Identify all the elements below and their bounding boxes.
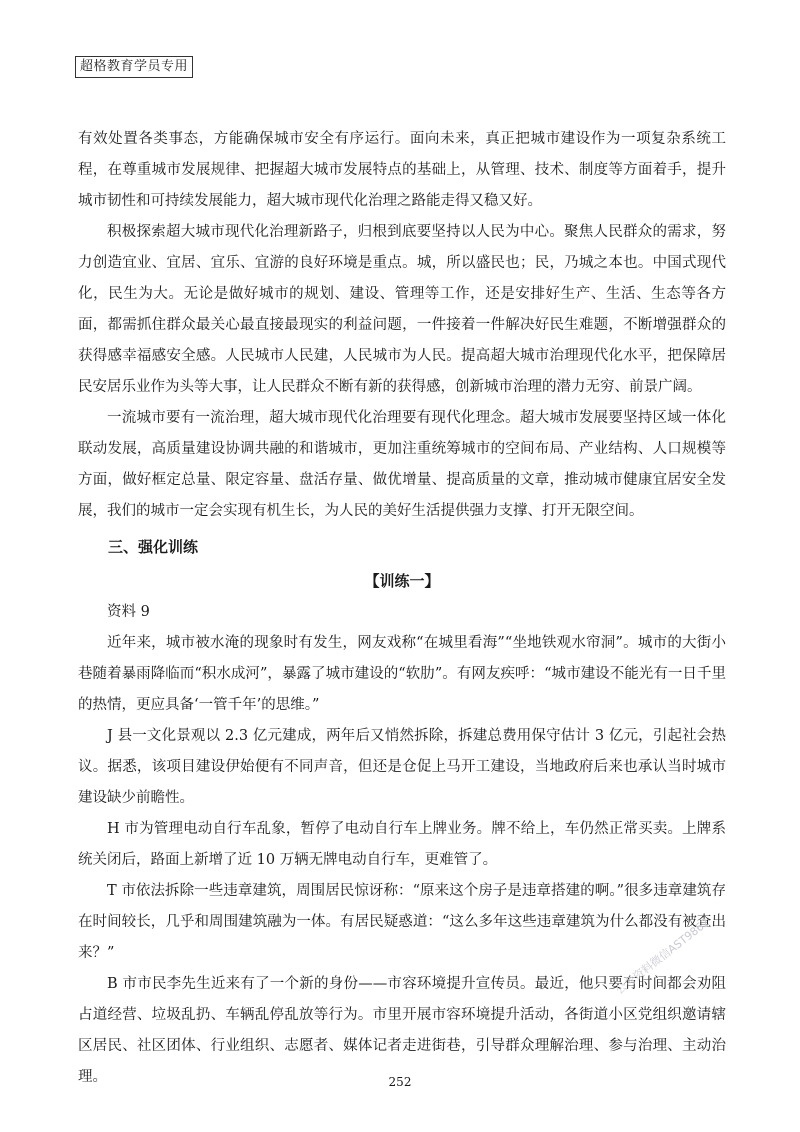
- section-heading: 三、强化训练: [108, 538, 199, 556]
- material-paragraph: T 市依法拆除一些违章建筑，周围居民惊讶称：“原来这个房子是违章搭建的啊。”很多违章建筑存在时间较长，几乎和周围建筑融为一体。有居民疑惑道：“这么多年这些违章建筑为什么都没有被查出来？”: [78, 883, 726, 961]
- header-tag: 超格教育学员专用: [75, 56, 193, 78]
- material-paragraph: B 市市民李先生近来有了一个新的身份——市容环境提升宣传员。最近，他只要有时间都会劝阻占道经营、垃圾乱扔、车辆乱停乱放等行为。市里开展市容环境提升活动，各街道小区党组织邀请辖区居民、社区团体、行业组织、志愿者、媒体记者走进街巷，引导群众理解治理、参与治理、主动治理。: [78, 976, 726, 1085]
- material-paragraph: H 市为管理电动自行车乱象，暂停了电动自行车上牌业务。牌不给上，车仍然正常买卖。上牌系统关闭后，路面上新增了近 10 万辆无牌电动自行车，更难管了。: [78, 821, 726, 868]
- paragraph: 一流城市要有一流治理，超大城市现代化治理要有现代化理念。超大城市发展要坚持区域一体化联动发展，高质量建设协调共融的和谐城市，更加注重统筹城市的空间布局、产业结构、人口规模等方面，做好框定总量、限定容量、盘活存量、做优增量、提高质量的文章，推动城市健康宜居安全发展，我们的城市一定会实现有机生长，为人民的美好生活提供强力支撑、打开无限空间。: [78, 410, 726, 519]
- watermark: 公考资料微信AST9862: [613, 915, 713, 997]
- paragraph: 积极探索超大城市现代化治理新路子，归根到底要坚持以人民为中心。聚焦人民群众的需求，努力创造宜业、宜居、宜乐、宜游的良好环境是重点。城，所以盛民也；民，乃城之本也。中国式现代化，民生为大。无论是做好城市的规划、建设、管理等工作，还是安排好生产、生活、生态等各方面，都需抓住群众最关心最直接最现实的利益问题，一件接着一件解决好民生难题，不断增强群众的获得感幸福感安全感。人民城市人民建，人民城市为人民。提高超大城市治理现代化水平，把保障居民安居乐业作为头等大事，让人民群众不断有新的获得感，创新城市治理的潜力无穷、前景广阔。: [78, 224, 726, 395]
- document-body: [78, 124, 726, 1093]
- training-heading: 【训练一】: [364, 572, 440, 590]
- paragraph: 有效处置各类事态，方能确保城市安全有序运行。面向未来，真正把城市建设作为一项复杂系统工程，在尊重城市发展规律、把握超大城市发展特点的基础上，从管理、技术、制度等方面着手，提升城市韧性和可持续发展能力，超大城市现代化治理之路能走得又稳又好。: [78, 131, 726, 209]
- page-number: 252: [388, 1075, 412, 1089]
- material-paragraph: J 县一文化景观以 2.3 亿元建成，两年后又悄然拆除，拆建总费用保守估计 3 亿元，引起社会热议。据悉，该项目建设伊始便有不同声音，但还是仓促上马开工建设，当地政府后来也承认当时城市建设缺少前瞻性。: [78, 728, 726, 806]
- material-label: 资料 9: [107, 604, 150, 620]
- material-paragraph: 近年来，城市被水淹的现象时有发生，网友戏称“在城里看海”“坐地铁观水帘洞”。城市的大街小巷随着暴雨降临而“积水成河”，暴露了城市建设的“软肋”。有网友疾呼：“城市建设不能光有一日千里的热情，更应具备‘一管千年’的思维。”: [78, 635, 726, 713]
